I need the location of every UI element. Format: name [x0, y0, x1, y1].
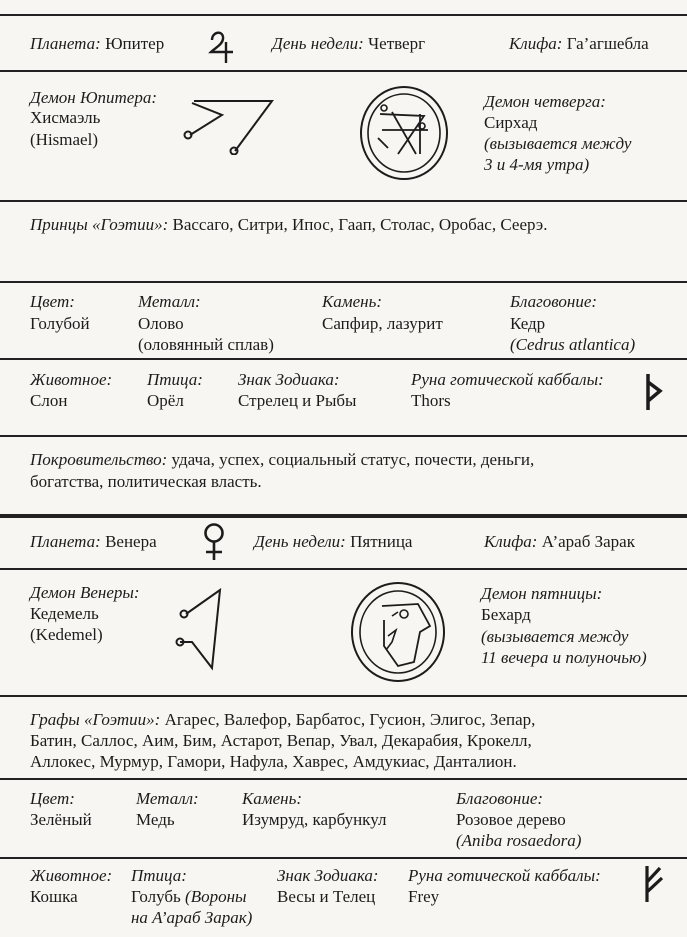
bechard-seal-icon: [348, 580, 448, 684]
jupiter-day: День недели: Четверг: [272, 34, 426, 53]
jupiter-patronage-line2: богатства, политическая власть.: [30, 472, 262, 491]
venus-bird-label: Птица:: [131, 866, 187, 885]
venus-bird-note2: на А’араб Зарак): [131, 908, 253, 927]
jupiter-incense: Кедр: [510, 314, 546, 333]
friday-demon-name: Бехард: [481, 605, 531, 624]
venus-klifa: Клифа: А’араб Зарак: [484, 532, 635, 551]
venus-zodiac: Весы и Телец: [277, 887, 376, 906]
jupiter-metal: Олово: [138, 314, 184, 333]
jupiter-incense-label: Благовоние:: [510, 292, 598, 311]
kedemel-seal-icon: [172, 586, 228, 674]
section-rule: [0, 514, 687, 518]
venus-rune: Frey: [408, 887, 440, 906]
thursday-demon-label: Демон четверга:: [484, 92, 606, 111]
venus-incense: Розовое дерево: [456, 810, 566, 829]
divider: [0, 435, 687, 437]
jupiter-demon-name: Хисмаэль: [30, 108, 101, 127]
jupiter-metal-label: Металл:: [138, 292, 201, 311]
jupiter-zodiac-label: Знак Зодиака:: [238, 370, 340, 389]
venus-counts-line2: Батин, Саллос, Аим, Бим, Астарот, Вепар, Увал, Декарабия, Крокелл,: [30, 731, 532, 750]
jupiter-zodiac: Стрелец и Рыбы: [238, 391, 357, 410]
sirhad-seal-icon: [358, 84, 450, 182]
jupiter-demon-label: Демон Юпитера:: [30, 88, 158, 107]
venus-color: Зелёный: [30, 810, 92, 829]
divider: [0, 778, 687, 780]
jupiter-klifa: Клифа: Га’агшебла: [509, 34, 649, 53]
thursday-demon-name: Сирхад: [484, 113, 538, 132]
divider: [0, 70, 687, 72]
venus-bird: Голубь (Вороны: [131, 887, 247, 906]
divider: [0, 281, 687, 283]
jupiter-bird: Орёл: [147, 391, 184, 410]
friday-demon-label: Демон пятницы:: [481, 584, 603, 603]
hismael-seal-icon: [180, 95, 280, 155]
thurisaz-rune-icon: [643, 372, 667, 412]
friday-demon-note2: 11 вечера и полуночью): [481, 648, 647, 667]
jupiter-animal-label: Животное:: [30, 370, 113, 389]
venus-animal-label: Животное:: [30, 866, 113, 885]
venus-animal: Кошка: [30, 887, 78, 906]
venus-stone: Изумруд, карбункул: [242, 810, 387, 829]
venus-incense-latin: (Aniba rosaedora): [456, 831, 582, 850]
venus-color-label: Цвет:: [30, 789, 75, 808]
fehu-rune-icon: [640, 864, 666, 904]
venus-demon-label: Демон Венеры:: [30, 583, 140, 602]
venus-metal: Медь: [136, 810, 175, 829]
venus-rune-label: Руна готической каббалы:: [408, 866, 601, 885]
jupiter-demon-latin: (Hismael): [30, 130, 98, 149]
jupiter-incense-latin: (Cedrus atlantica): [510, 335, 636, 354]
venus-counts-line3: Аллокес, Мурмур, Гамори, Нафула, Хаврес, Амдукиас, Данталион.: [30, 752, 517, 771]
venus-day: День недели: Пятница: [254, 532, 413, 551]
venus-counts: Графы «Гоэтии»: Агарес, Валефор, Барбатос, Гусион, Элигос, Зепар,: [30, 710, 536, 729]
divider: [0, 200, 687, 202]
venus-metal-label: Металл:: [136, 789, 199, 808]
jupiter-rune-label: Руна готической каббалы:: [411, 370, 604, 389]
jupiter-stone: Сапфир, лазурит: [322, 314, 443, 333]
venus-incense-label: Благовоние:: [456, 789, 544, 808]
venus-demon-name: Кедемель: [30, 604, 99, 623]
jupiter-princes: Принцы «Гоэтии»: Вассаго, Ситри, Ипос, Гаап, Столас, Оробас, Сеерэ.: [30, 215, 548, 234]
jupiter-icon: [207, 28, 237, 64]
friday-demon-note1: (вызывается между: [481, 627, 629, 646]
divider: [0, 568, 687, 570]
jupiter-rune: Thors: [411, 391, 451, 410]
venus-planet: Планета: Венера: [30, 532, 157, 551]
venus-demon-latin: (Kedemel): [30, 625, 103, 644]
jupiter-metal-note: (оловянный сплав): [138, 335, 274, 354]
jupiter-planet: Планета: Юпитер: [30, 34, 165, 53]
jupiter-animal: Слон: [30, 391, 68, 410]
jupiter-color-label: Цвет:: [30, 292, 75, 311]
divider: [0, 695, 687, 697]
thursday-demon-note2: 3 и 4-мя утра): [484, 155, 590, 174]
jupiter-stone-label: Камень:: [322, 292, 383, 311]
divider: [0, 857, 687, 859]
top-rule: [0, 14, 687, 16]
thursday-demon-note1: (вызывается между: [484, 134, 632, 153]
venus-stone-label: Камень:: [242, 789, 303, 808]
jupiter-bird-label: Птица:: [147, 370, 203, 389]
venus-zodiac-label: Знак Зодиака:: [277, 866, 379, 885]
jupiter-color: Голубой: [30, 314, 90, 333]
venus-icon: [202, 522, 226, 562]
jupiter-patronage: Покровительство: удача, успех, социальный статус, почести, деньги,: [30, 450, 535, 469]
divider: [0, 358, 687, 360]
